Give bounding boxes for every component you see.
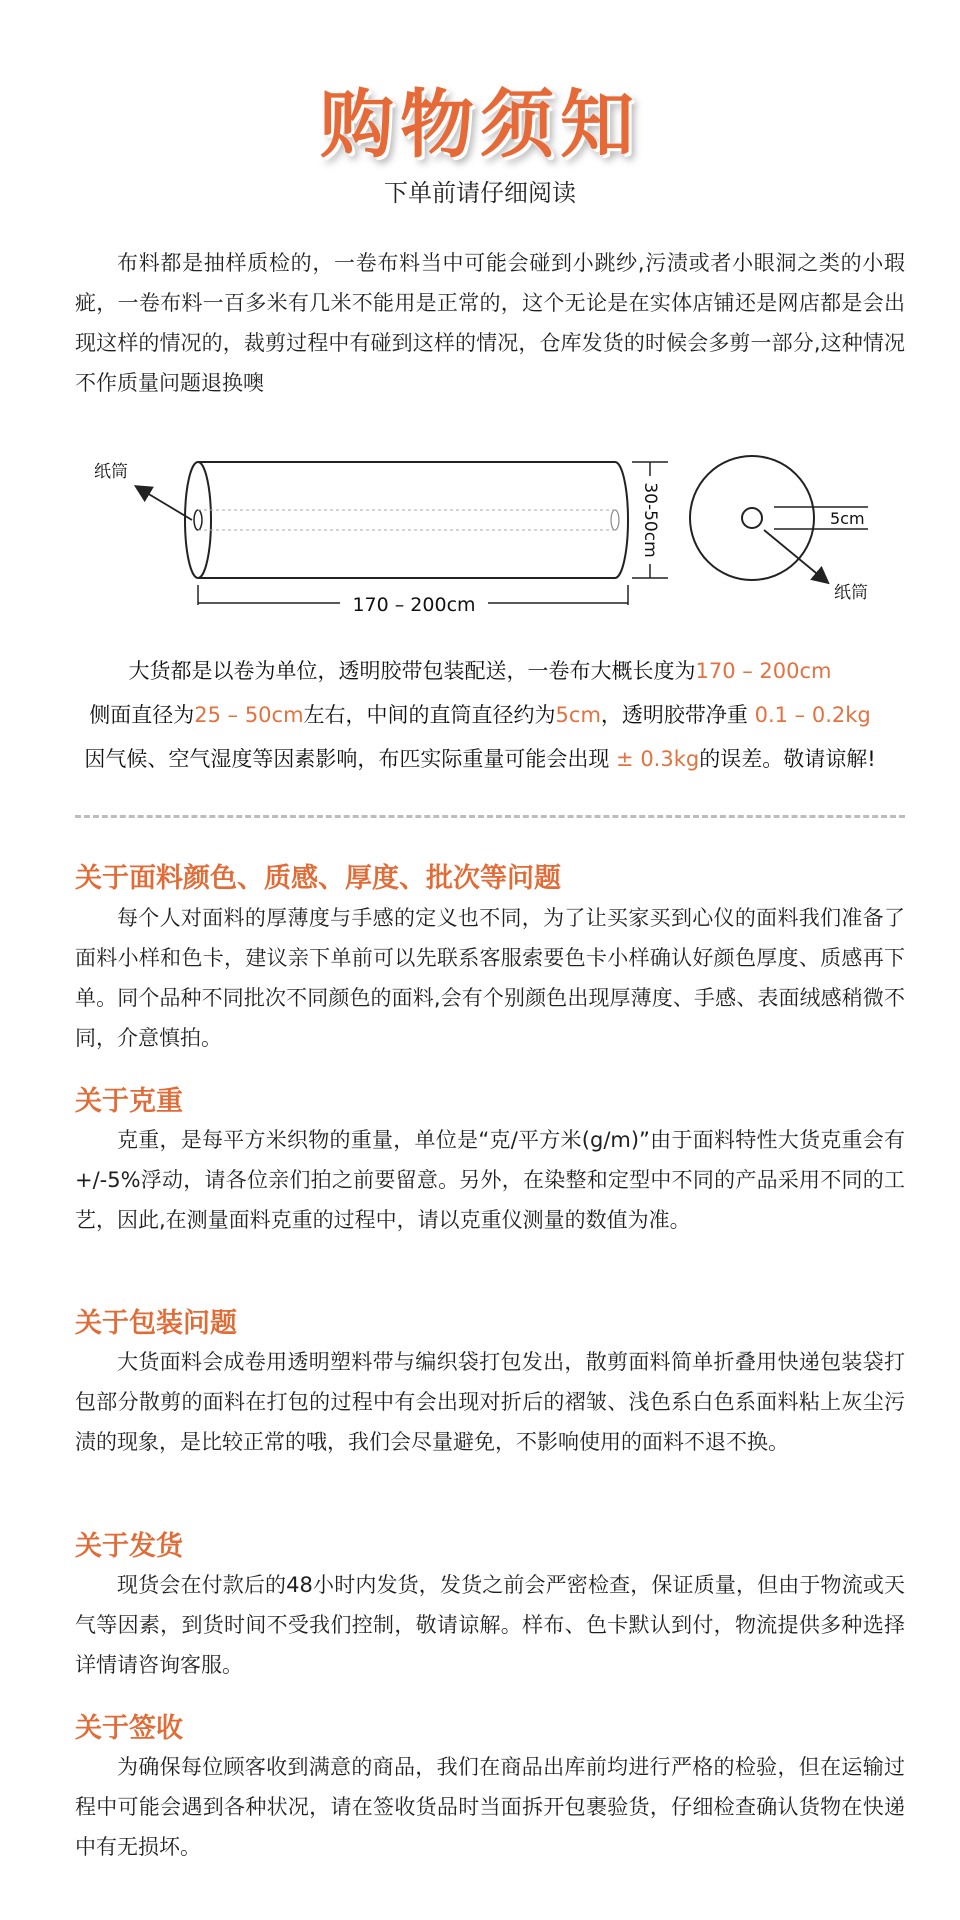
- note-text: 左右，中间的直筒直径约为: [303, 703, 556, 727]
- label-tube-right: 纸筒: [834, 583, 868, 603]
- section-title-weight: 关于克重: [75, 1086, 183, 1117]
- label-diameter: 30-50cm: [640, 482, 660, 558]
- dashed-divider: [75, 815, 905, 818]
- page-title: 购物须知: [320, 82, 640, 168]
- label-length: 170 – 200cm: [352, 594, 476, 616]
- section-body-shipping: 现货会在付款后的48小时内发货，发货之前会严密检查，保证质量，但由于物流或天气等因素，到货时间不受我们控制，敬请谅解。样布、色卡默认到付，物流提供多种选择详情请咨询客服。: [75, 1573, 905, 1677]
- note-highlight: ± 0.3kg: [616, 747, 700, 771]
- note-text: 的误差。敬请谅解!: [699, 747, 876, 771]
- section-body-packaging: 大货面料会成卷用透明塑料带与编织袋打包发出，散剪面料简单折叠用快递包装袋打包部分散剪的面料在打包的过程中有会出现对折后的褶皱、浅色系白色系面料粘上灰尘污渍的现象，是比较正常的哦，我们会尽量避免，不影响使用的面料不退不换。: [75, 1350, 905, 1454]
- section-body-receipt: 为确保每位顾客收到满意的商品，我们在商品出库前均进行严格的检验，但在运输过程中可能会遇到各种状况，请在签收货品时当面拆开包裹验货，仔细检查确认货物在快递中有无损坏。: [75, 1755, 905, 1859]
- section-title-packaging: 关于包装问题: [75, 1308, 237, 1339]
- note-line-1: [0, 655, 960, 685]
- arrow-tube-left: [137, 487, 192, 520]
- note-text: 因气候、空气湿度等因素影响，布匹实际重量可能会出现: [84, 747, 617, 771]
- page-subtitle: 下单前请仔细阅读: [384, 179, 576, 207]
- section-body-weight: 克重，是每平方米织物的重量，单位是“克/平方米(g/m)”由于面料特性大货克重会有 +/-5%浮动，请各位亲们拍之前要留意。另外，在染整和定型中不同的产品采用不同的工艺，因此,在测量面料克重的过程中，请以克重仪测量的数值为准。: [75, 1128, 905, 1232]
- note-line-3: [0, 743, 960, 773]
- note-text: 大货都是以卷为单位，透明胶带包装配送，一卷布大概长度为: [128, 659, 696, 683]
- intro-paragraph: 布料都是抽样质检的，一卷布料当中可能会碰到小跳纱,污渍或者小眼洞之类的小瑕疵，一卷布料一百多米有几米不能用是正常的，这个无论是在实体店铺还是网店都是会出现这样的情况的，裁剪过程中有碰到这样的情况，仓库发货的时候会多剪一部分,这种情况不作质量问题退换噢: [75, 251, 905, 395]
- note-text: 侧面直径为: [89, 703, 195, 727]
- note-highlight: 5cm: [555, 703, 601, 727]
- note-highlight: 0.1 – 0.2kg: [754, 703, 871, 727]
- note-text: ，透明胶带净重: [600, 703, 755, 727]
- section-body-fabric: 每个人对面料的厚薄度与手感的定义也不同，为了让买家买到心仪的面料我们准备了面料小样和色卡，建议亲下单前可以先联系客服索要色卡小样确认好颜色厚度、质感再下单。同个品种不同批次不同颜色的面料,会有个别颜色出现厚薄度、手感、表面绒感稍微不同，介意慎拍。: [75, 906, 905, 1050]
- label-core-diameter: 5cm: [830, 509, 865, 528]
- note-highlight: 170 – 200cm: [695, 659, 832, 683]
- section-title-shipping: 关于发货: [75, 1531, 183, 1562]
- note-line-2: [0, 699, 960, 729]
- label-tube-left: 纸筒: [94, 462, 128, 482]
- roll-body: [185, 462, 628, 578]
- section-title-fabric: 关于面料颜色、质感、厚度、批次等问题: [75, 863, 561, 894]
- note-highlight: 25 – 50cm: [194, 703, 304, 727]
- section-title-receipt: 关于签收: [75, 1713, 183, 1744]
- fabric-roll-diagram: [0, 440, 960, 620]
